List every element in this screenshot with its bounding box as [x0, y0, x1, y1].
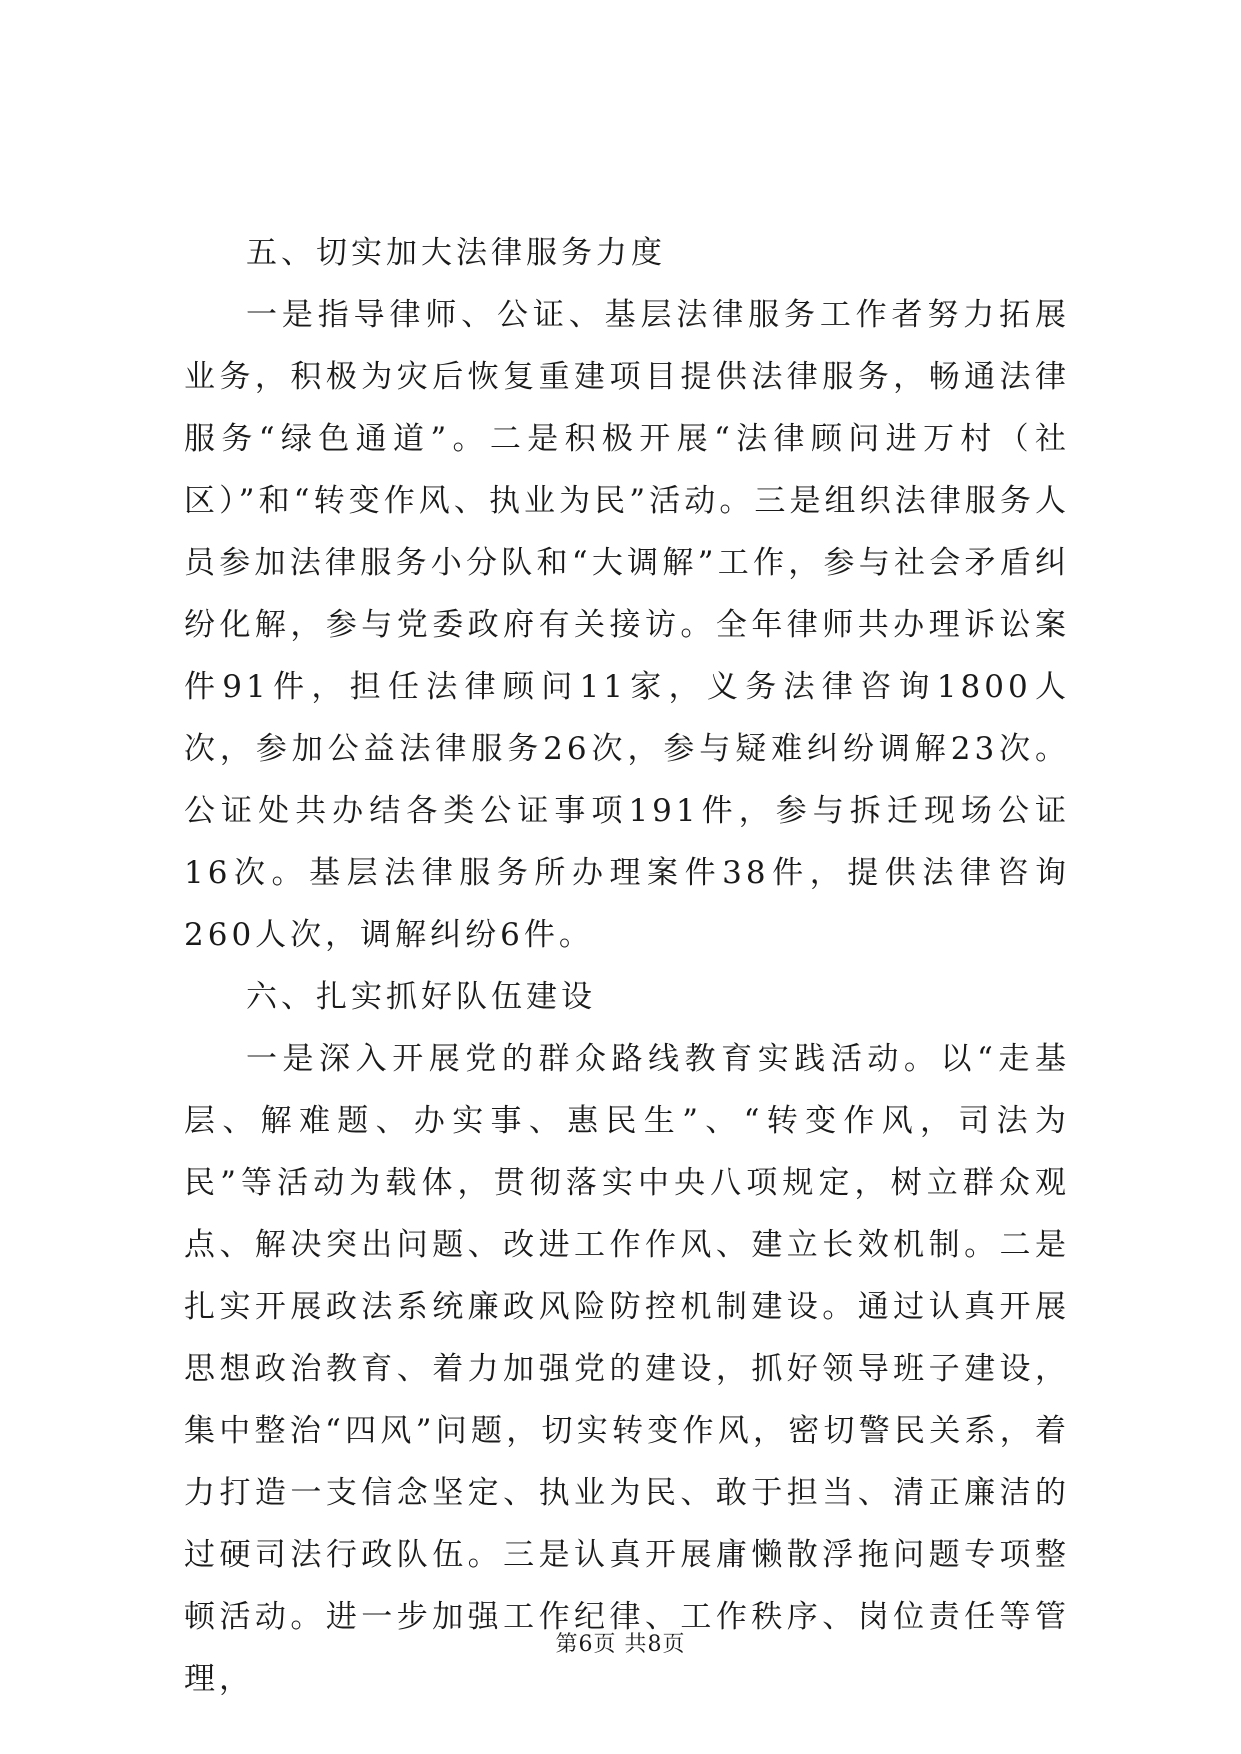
page-number-footer: 第6页 共8页 — [555, 1632, 686, 1657]
document-body — [184, 222, 1070, 1710]
section-heading-5: 五、切实加大法律服务力度 — [246, 235, 666, 271]
section-heading-6: 六、扎实抓好队伍建设 — [246, 979, 596, 1015]
section-5-paragraph: 一是指导律师、公证、基层法律服务工作者努力拓展业务，积极为灾后恢复重建项目提供法律服务，畅通法律服务“绿色通道”。二是积极开展“法律顾问进万村（社区）”和“转变作风、执业为民”活动。三是组织法律服务人员参加法律服务小分队和“大调解”工作，参与社会矛盾纠纷化解，参与党委政府有关接访。全年律师共办理诉讼案件91件，担任法律顾问11家，义务法律咨询1800人次，参加公益法律服务26次，参与疑难纠纷调解23次。公证处共办结各类公证事项191件，参与拆迁现场公证16次。基层法律服务所办理案件38件，提供法律咨询260人次，调解纠纷6件。 — [184, 297, 1070, 953]
section-6-paragraph: 一是深入开展党的群众路线教育实践活动。以“走基层、解难题、办实事、惠民生”、“转变作风，司法为民”等活动为载体，贯彻落实中央八项规定，树立群众观点、解决突出问题、改进工作作风、建立长效机制。二是扎实开展政法系统廉政风险防控机制建设。通过认真开展思想政治教育、着力加强党的建设，抓好领导班子建设，集中整治“四风”问题，切实转变作风，密切警民关系，着力打造一支信念坚定、执业为民、敢于担当、清正廉洁的过硬司法行政队伍。三是认真开展庸懒散浮拖问题专项整顿活动。进一步加强工作纪律、工作秩序、岗位责任等管理， — [184, 1041, 1070, 1697]
